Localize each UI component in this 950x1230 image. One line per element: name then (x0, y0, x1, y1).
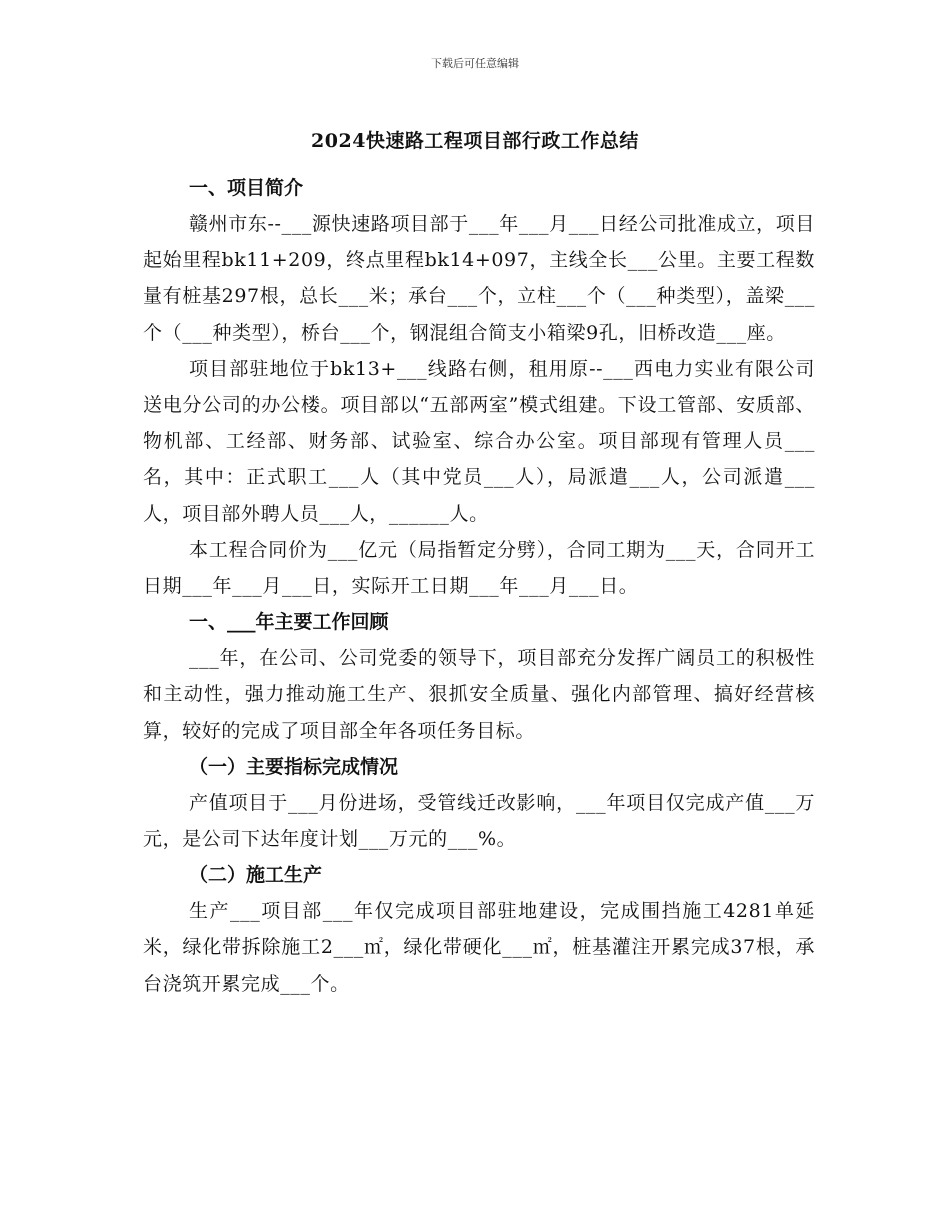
paragraph-contract-info: 本工程合同价为___亿元（局指暂定分劈），合同工期为___天，合同开工日期___年___月___日，实际开工日期___年___月___日。 (143, 538, 815, 598)
paragraph-construction: 生产___项目部___年仅完成项目部驻地建设，完成围挡施工4281单延米，绿化带拆除施工2___㎡，绿化带硬化___㎡，桩基灌注开累完成37根，承台浇筑开累完成___个。 (143, 900, 815, 995)
header-note: 下载后可任意编辑 (431, 57, 519, 70)
paragraph-main-indicators: 产值项目于___月份进场，受管线迁改影响，___年项目仅完成产值___万元，是公司下达年度计划___万元的___%。 (143, 791, 815, 851)
paragraph-work-review: ___年，在公司、公司党委的领导下，项目部充分发挥广阔员工的积极性和主动性，强力推动施工生产、狠抓安全质量、强化内部管理、搞好经营核算，较好的完成了项目部全年各项任务目标。 (143, 647, 815, 742)
subheading-construction: （二）施工生产 (189, 864, 323, 887)
document-title: 2024快速路工程项目部行政工作总结 (311, 130, 639, 152)
paragraph-project-overview: 赣州市东--___源快速路项目部于___年___月___日经公司批准成立，项目起始里程bk11+209，终点里程bk14+097，主线全长___公里。主要工程数量有桩基297根，总长___米；承台___个，立柱___个（___种类型），盖梁___个（___种类型），桥台___个，钢混组合简支小箱梁9孔，旧桥改造___座。 (143, 213, 815, 344)
paragraph-project-office: 项目部驻地位于bk13+___线路右侧，租用原--___西电力实业有限公司送电分公司的办公楼。项目部以“五部两室”模式组建。下设工管部、安质部、物机部、工经部、财务部、试验室、综合办公室。项目部现有管理人员___名，其中：正式职工___人（其中党员___人），局派遣___人，公司派遣___人，项目部外聘人员___人，______人。 (143, 357, 815, 525)
subheading-main-indicators: （一）主要指标完成情况 (189, 755, 399, 778)
document-body (143, 170, 815, 1002)
section-heading-work-review: 一、___年主要工作回顾 (189, 611, 389, 634)
section-heading-project-intro: 一、项目简介 (189, 177, 304, 199)
